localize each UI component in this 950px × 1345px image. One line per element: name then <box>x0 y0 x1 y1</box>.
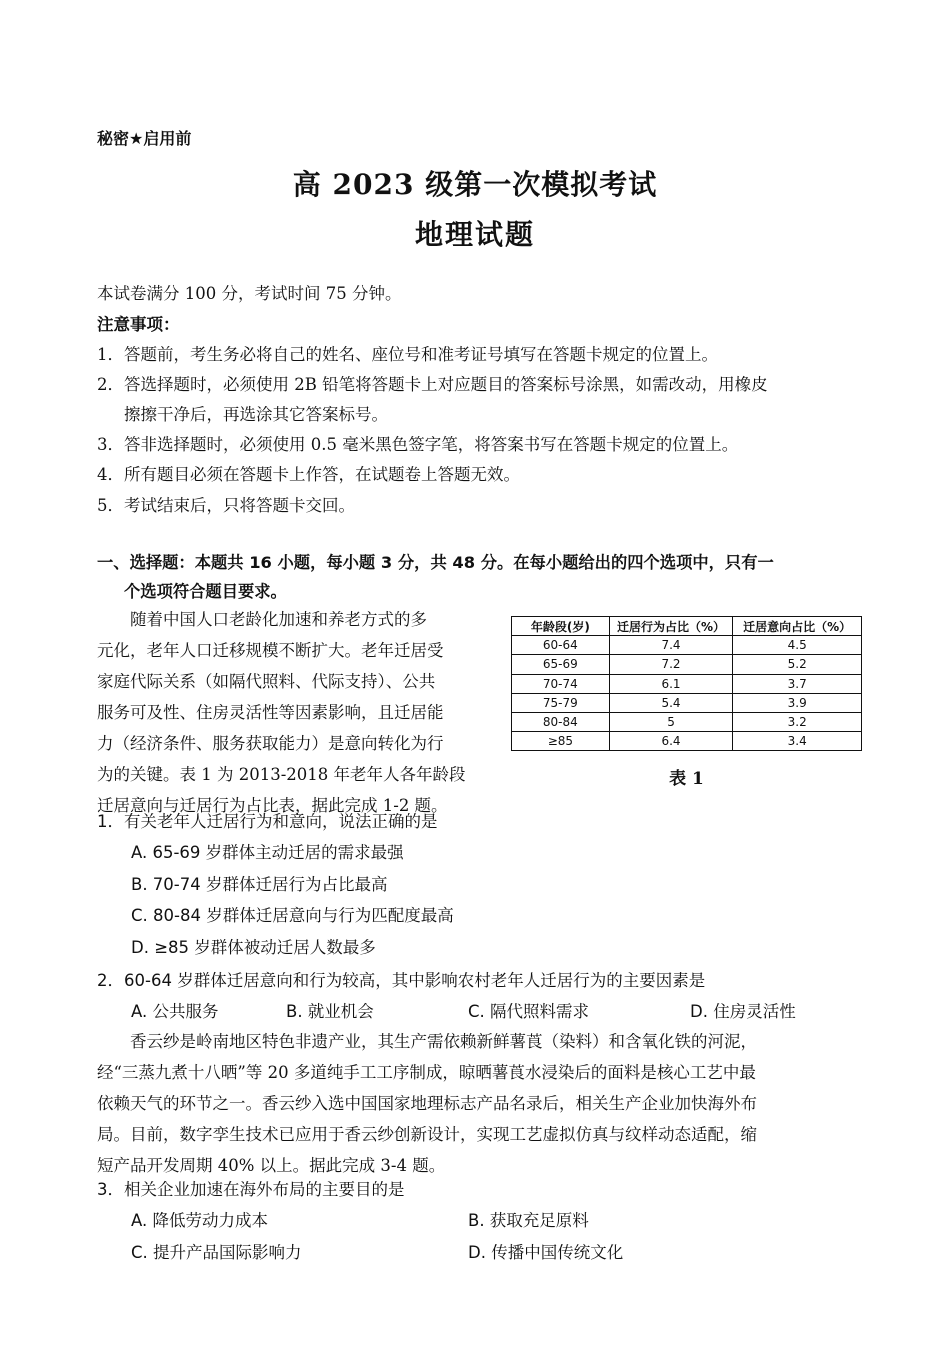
table-cell: 80-84 <box>512 712 610 731</box>
table-cell: 3.7 <box>733 674 862 693</box>
notice-item-2: 2．答选择题时，必须使用 2B 铅笔将答题卡上对应题目的答案标号涂黑，如需改动，用橡皮 <box>97 375 768 394</box>
table-caption: 表 1 <box>669 769 704 789</box>
section-heading-cont: 个选项符合题目要求。 <box>124 582 287 601</box>
question-2-stem: 2．60-64 岁群体迁居意向和行为较高，其中影响农村老年人迁居行为的主要因素是 <box>97 971 706 990</box>
notice-item-2-cont: 擦擦干净后，再选涂其它答案标号。 <box>124 405 388 424</box>
table-header: 迁居行为占比（%） <box>609 617 733 636</box>
table-row <box>512 655 862 674</box>
passage-2-line: 局。目前，数字孪生技术已应用于香云纱创新设计，实现工艺虚拟仿真与纹样动态适配，缩 <box>97 1125 757 1144</box>
table-cell: 5.4 <box>609 693 733 712</box>
passage-1 <box>97 604 497 821</box>
table-cell: 6.4 <box>609 732 733 751</box>
table-row <box>512 693 862 712</box>
table-cell: 7.4 <box>609 636 733 655</box>
table-row <box>512 712 862 731</box>
question-1-option-a: A. 65-69 岁群体主动迁居的需求最强 <box>131 843 404 862</box>
question-2-option-a: A. 公共服务 <box>131 1002 219 1021</box>
question-3-option-a: A. 降低劳动力成本 <box>131 1211 268 1230</box>
passage-2-line: 依赖天气的环节之一。香云纱入选中国国家地理标志产品名录后，相关生产企业加快海外布 <box>97 1094 757 1113</box>
table-cell: 75-79 <box>512 693 610 712</box>
table-cell: 6.1 <box>609 674 733 693</box>
notice-item-1: 1．答题前，考生务必将自己的姓名、座位号和准考证号填写在答题卡规定的位置上。 <box>97 345 718 364</box>
table-cell: ≥85 <box>512 732 610 751</box>
passage-2 <box>97 1026 857 1181</box>
table-row <box>512 674 862 693</box>
question-1-option-c: C. 80-84 岁群体迁居意向与行为匹配度最高 <box>131 906 454 925</box>
passage-1-line: 迁居意向与迁居行为占比表，据此完成 1-2 题。 <box>97 796 448 815</box>
exam-title: 高 2023 级第一次模拟考试 <box>292 168 658 201</box>
confidential-mark: 秘密★启用前 <box>97 129 192 148</box>
exam-subject: 地理试题 <box>414 218 535 251</box>
passage-1-line: 随着中国人口老龄化加速和养老方式的多 <box>130 610 427 629</box>
notice-title: 注意事项： <box>97 315 180 334</box>
question-1-option-d: D. ≥85 岁群体被动迁居人数最多 <box>131 938 376 957</box>
passage-1-line: 元化，老年人口迁移规模不断扩大。老年迁居受 <box>97 641 444 660</box>
passage-1-line: 力（经济条件、服务获取能力）是意向转化为行 <box>97 734 444 753</box>
question-2-option-d: D. 住房灵活性 <box>690 1002 796 1021</box>
table-cell: 3.4 <box>733 732 862 751</box>
question-1-stem: 1．有关老年人迁居行为和意向，说法正确的是 <box>97 812 438 831</box>
passage-1-line: 家庭代际关系（如隔代照料、代际支持）、公共 <box>97 672 436 691</box>
table-header: 年龄段(岁) <box>512 617 610 636</box>
table-cell: 60-64 <box>512 636 610 655</box>
table-cell: 3.2 <box>733 712 862 731</box>
table-cell: 7.2 <box>609 655 733 674</box>
section-heading: 一、选择题：本题共 16 小题，每小题 3 分，共 48 分。在每小题给出的四个选项中，只有一 <box>97 553 774 572</box>
passage-1-line: 服务可及性、住房灵活性等因素影响，且迁居能 <box>97 703 444 722</box>
table-cell: 4.5 <box>733 636 862 655</box>
table-cell: 3.9 <box>733 693 862 712</box>
question-2-option-c: C. 隔代照料需求 <box>468 1002 590 1021</box>
table-cell: 65-69 <box>512 655 610 674</box>
passage-1-line: 为的关键。表 1 为 2013-2018 年老年人各年龄段 <box>97 765 466 784</box>
notice-item-3: 3．答非选择题时，必须使用 0.5 毫米黑色签字笔，将答案书写在答题卡规定的位置上。 <box>97 435 739 454</box>
passage-2-line: 短产品开发周期 40% 以上。据此完成 3-4 题。 <box>97 1156 446 1175</box>
data-table <box>511 616 862 751</box>
passage-2-line: 经“三蒸九煮十八晒”等 20 多道纯手工工序制成，晾晒薯莨水浸染后的面料是核心工艺中最 <box>97 1063 756 1082</box>
question-3-option-d: D. 传播中国传统文化 <box>468 1243 624 1262</box>
question-3-option-b: B. 获取充足原料 <box>468 1211 589 1230</box>
table-header: 迁居意向占比（%） <box>733 617 862 636</box>
question-3-option-c: C. 提升产品国际影响力 <box>131 1243 302 1262</box>
table-row <box>512 732 862 751</box>
passage-2-line: 香云纱是岭南地区特色非遗产业，其生产需依赖新鲜薯莨（染料）和含氧化铁的河泥， <box>130 1032 757 1051</box>
table-row <box>512 636 862 655</box>
table-header-row <box>512 617 862 636</box>
exam-info: 本试卷满分 100 分，考试时间 75 分钟。 <box>97 284 402 303</box>
notice-item-5: 5．考试结束后，只将答题卡交回。 <box>97 496 355 515</box>
question-3-stem: 3．相关企业加速在海外布局的主要目的是 <box>97 1180 405 1199</box>
question-2-option-b: B. 就业机会 <box>286 1002 374 1021</box>
notice-item-4: 4．所有题目必须在答题卡上作答，在试题卷上答题无效。 <box>97 465 520 484</box>
table-cell: 70-74 <box>512 674 610 693</box>
table-cell: 5.2 <box>733 655 862 674</box>
table-cell: 5 <box>609 712 733 731</box>
question-1-option-b: B. 70-74 岁群体迁居行为占比最高 <box>131 875 388 894</box>
